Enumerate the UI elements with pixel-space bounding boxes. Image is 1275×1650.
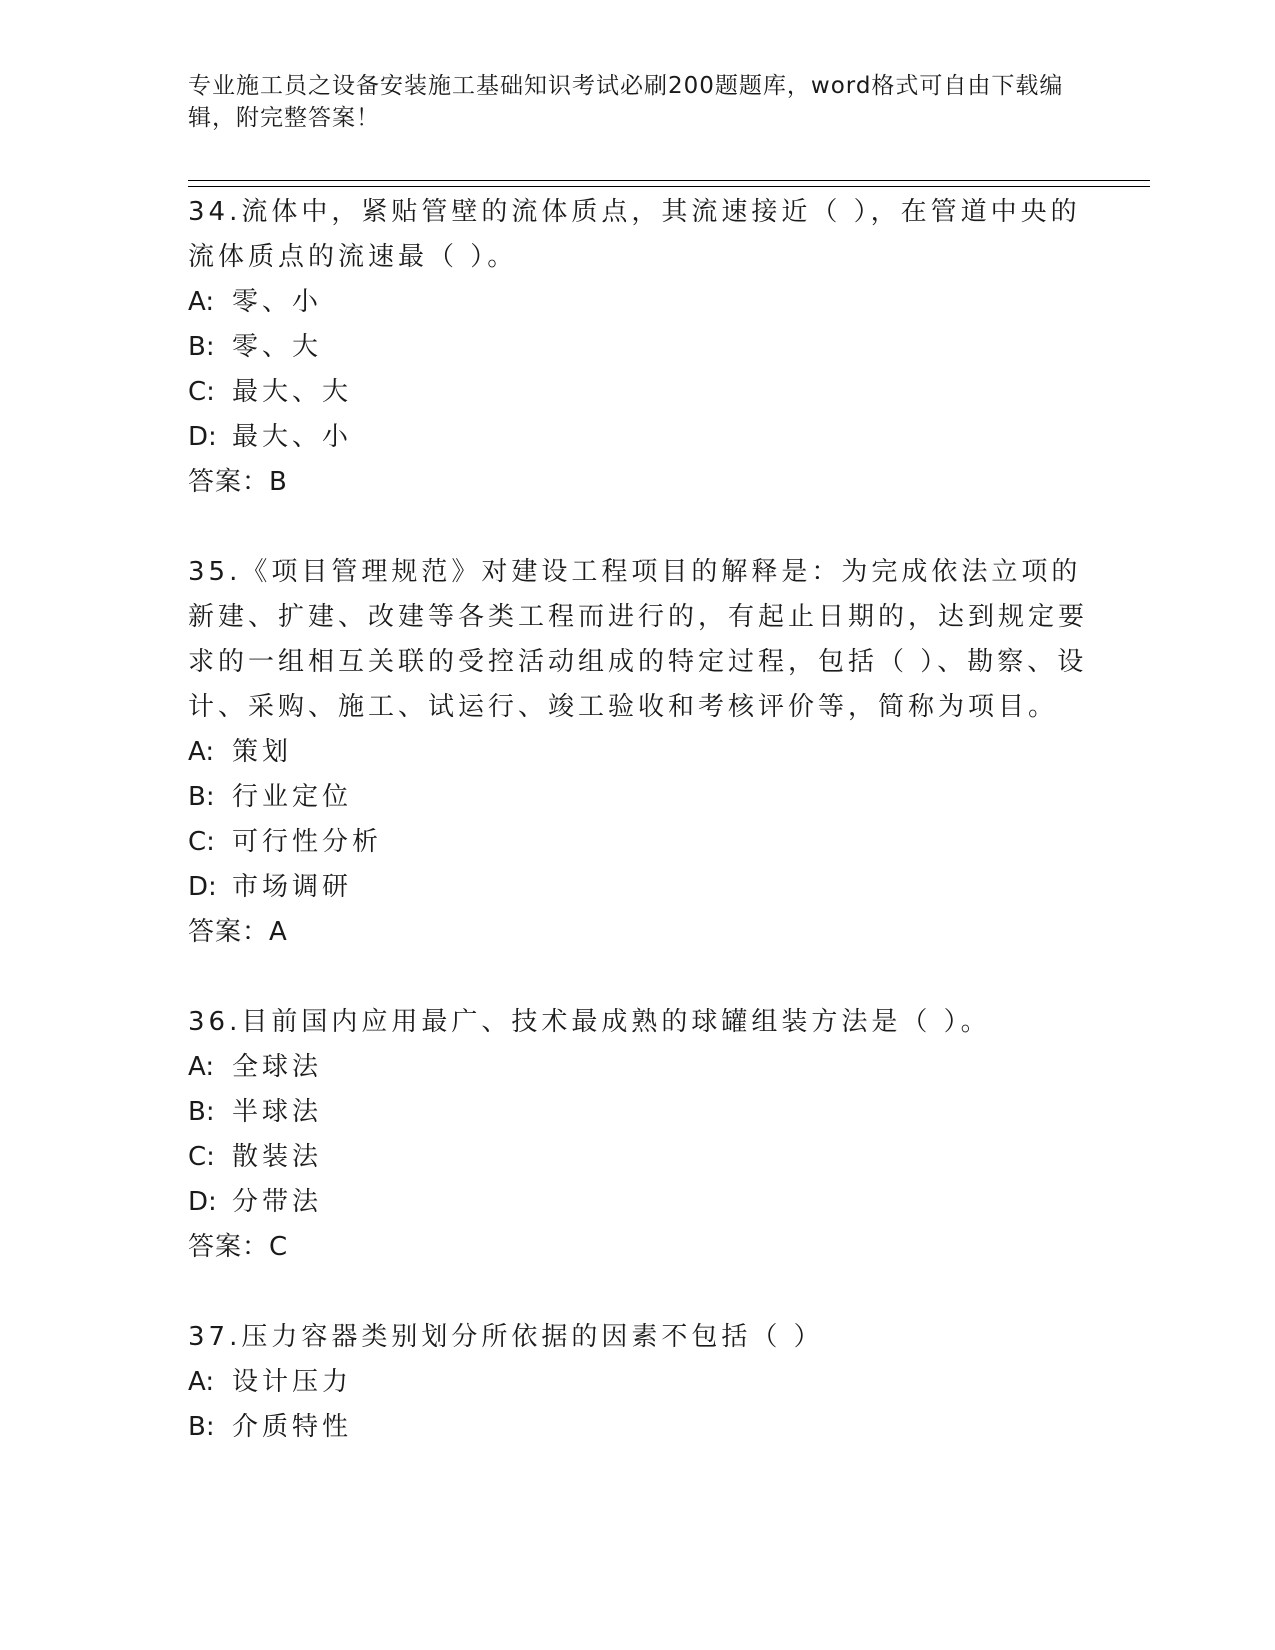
option-key: D:: [188, 1187, 217, 1217]
question-text: 36.目前国内应用最广、技术最成熟的球罐组装方法是（ ）。: [188, 1007, 991, 1037]
option-key: B:: [188, 782, 215, 812]
option-d: [188, 1180, 1088, 1225]
option-text: 分带法: [232, 1187, 323, 1217]
option-text: 最大、小: [232, 422, 353, 452]
option-text: 散装法: [232, 1142, 323, 1172]
option-c: [188, 820, 1088, 865]
option-key: C:: [188, 377, 215, 407]
option-text: 最大、大: [232, 377, 353, 407]
answer-line: 答案：A: [188, 917, 288, 947]
question-text: 35.《项目管理规范》对建设工程项目的解释是：为完成依法立项的新建、扩建、改建等各类工程而进行的，有起止日期的，达到规定要求的一组相互关联的受控活动组成的特定过程，包括（ ）、勘察、设计、采购、施工、试运行、竣工验收和考核评价等，简称为项目。: [188, 557, 1089, 722]
option-text: 零、大: [232, 332, 323, 362]
option-c: [188, 370, 1088, 415]
option-a: [188, 1045, 1088, 1090]
question-34: [188, 190, 1088, 505]
question-list: [188, 190, 1088, 1450]
header-divider-top: [188, 180, 1150, 181]
option-key: D:: [188, 422, 217, 452]
option-key: A:: [188, 1367, 215, 1397]
option-b: [188, 1405, 1088, 1450]
question-text: 34.流体中，紧贴管壁的流体质点，其流速接近（ ），在管道中央的流体质点的流速最（ ）。: [188, 197, 1081, 272]
option-key: B:: [188, 332, 215, 362]
answer-line: 答案：B: [188, 467, 288, 497]
question-37: [188, 1315, 1088, 1450]
option-text: 市场调研: [232, 872, 353, 902]
header-divider-bottom: [188, 186, 1150, 187]
option-text: 行业定位: [232, 782, 353, 812]
option-text: 半球法: [232, 1097, 323, 1127]
option-text: 全球法: [232, 1052, 323, 1082]
answer-line: 答案：C: [188, 1232, 289, 1262]
question-35: [188, 550, 1088, 955]
option-c: [188, 1135, 1088, 1180]
option-d: [188, 865, 1088, 910]
question-spacer: [188, 505, 1088, 550]
option-key: B:: [188, 1412, 215, 1442]
option-text: 策划: [232, 737, 293, 767]
option-b: [188, 775, 1088, 820]
option-a: [188, 280, 1088, 325]
option-b: [188, 1090, 1088, 1135]
question-spacer: [188, 1270, 1088, 1315]
option-d: [188, 415, 1088, 460]
option-a: [188, 1360, 1088, 1405]
option-key: A:: [188, 1052, 215, 1082]
option-key: B:: [188, 1097, 215, 1127]
option-key: A:: [188, 287, 215, 317]
option-a: [188, 730, 1088, 775]
option-text: 零、小: [232, 287, 323, 317]
option-b: [188, 325, 1088, 370]
option-key: C:: [188, 827, 215, 857]
option-text: 介质特性: [232, 1412, 353, 1442]
option-key: A:: [188, 737, 215, 767]
option-key: C:: [188, 1142, 215, 1172]
document-header: 专业施工员之设备安装施工基础知识考试必刷200题题库，word格式可自由下载编辑，附完整答案！: [188, 73, 1064, 131]
question-spacer: [188, 955, 1088, 1000]
question-36: [188, 1000, 1088, 1270]
option-key: D:: [188, 872, 217, 902]
option-text: 可行性分析: [232, 827, 383, 857]
question-text: 37.压力容器类别划分所依据的因素不包括（ ）: [188, 1322, 824, 1352]
option-text: 设计压力: [232, 1367, 353, 1397]
